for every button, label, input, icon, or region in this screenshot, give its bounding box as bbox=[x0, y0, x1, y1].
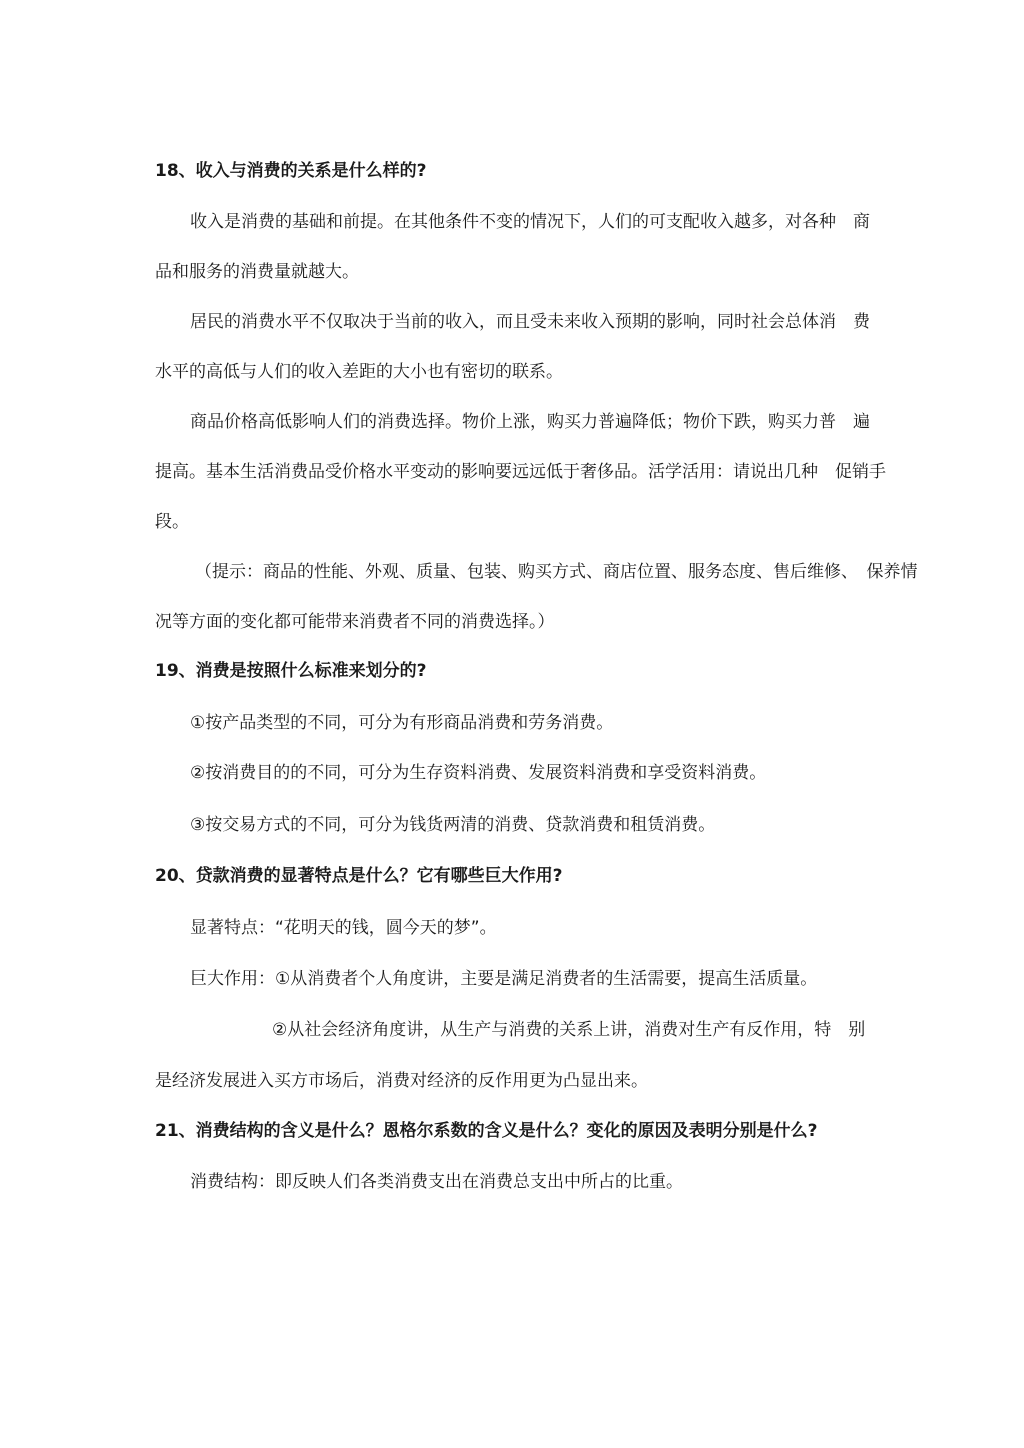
q20-feature: 显著特点：“花明天的钱，圆今天的梦”。 bbox=[190, 918, 497, 938]
q18-paragraph-2-line-1: 居民的消费水平不仅取决于当前的收入，而且受未来收入预期的影响，同时社会总体消 费 bbox=[190, 312, 870, 332]
q18-hint-line-1: （提示：商品的性能、外观、质量、包装、购买方式、商店位置、服务态度、售后维修、 保养情 bbox=[195, 562, 918, 582]
q19-item-3: ③按交易方式的不同，可分为钱货两清的消费、贷款消费和租赁消费。 bbox=[190, 815, 716, 835]
q18-paragraph-1-line-2: 品和服务的消费量就越大。 bbox=[155, 262, 359, 282]
q18-paragraph-3-line-2: 提高。基本生活消费品受价格水平变动的影响要远远低于奢侈品。活学活用：请说出几种 促销手 bbox=[155, 462, 886, 482]
q19-item-2: ②按消费目的的不同，可分为生存资料消费、发展资料消费和享受资料消费。 bbox=[190, 763, 767, 783]
q18-paragraph-3-line-1: 商品价格高低影响人们的消费选择。物价上涨，购买力普遍降低；物价下跌，购买力普 遍 bbox=[190, 412, 870, 432]
q19-item-1: ①按产品类型的不同，可分为有形商品消费和劳务消费。 bbox=[190, 713, 614, 733]
q20-role-2-line-1: ②从社会经济角度讲，从生产与消费的关系上讲，消费对生产有反作用，特 别 bbox=[272, 1020, 866, 1040]
question-18-heading: 18、收入与消费的关系是什么样的? bbox=[155, 161, 427, 181]
question-20-heading: 20、贷款消费的显著特点是什么？它有哪些巨大作用? bbox=[155, 866, 563, 886]
q18-paragraph-3-line-3: 段。 bbox=[155, 512, 189, 532]
q21-structure: 消费结构：即反映人们各类消费支出在消费总支出中所占的比重。 bbox=[190, 1172, 683, 1192]
q18-paragraph-2-line-2: 水平的高低与人们的收入差距的大小也有密切的联系。 bbox=[155, 362, 563, 382]
question-21-heading: 21、消费结构的含义是什么？恩格尔系数的含义是什么？变化的原因及表明分别是什么? bbox=[155, 1121, 818, 1141]
q18-hint-line-2: 况等方面的变化都可能带来消费者不同的消费选择。） bbox=[155, 612, 555, 632]
q18-paragraph-1-line-1: 收入是消费的基础和前提。在其他条件不变的情况下，人们的可支配收入越多，对各种 商 bbox=[190, 212, 870, 232]
question-19-heading: 19、消费是按照什么标准来划分的? bbox=[155, 661, 427, 681]
q20-role-2-line-2: 是经济发展进入买方市场后，消费对经济的反作用更为凸显出来。 bbox=[155, 1071, 648, 1091]
q20-role-1: 巨大作用：①从消费者个人角度讲，主要是满足消费者的生活需要，提高生活质量。 bbox=[190, 969, 818, 989]
